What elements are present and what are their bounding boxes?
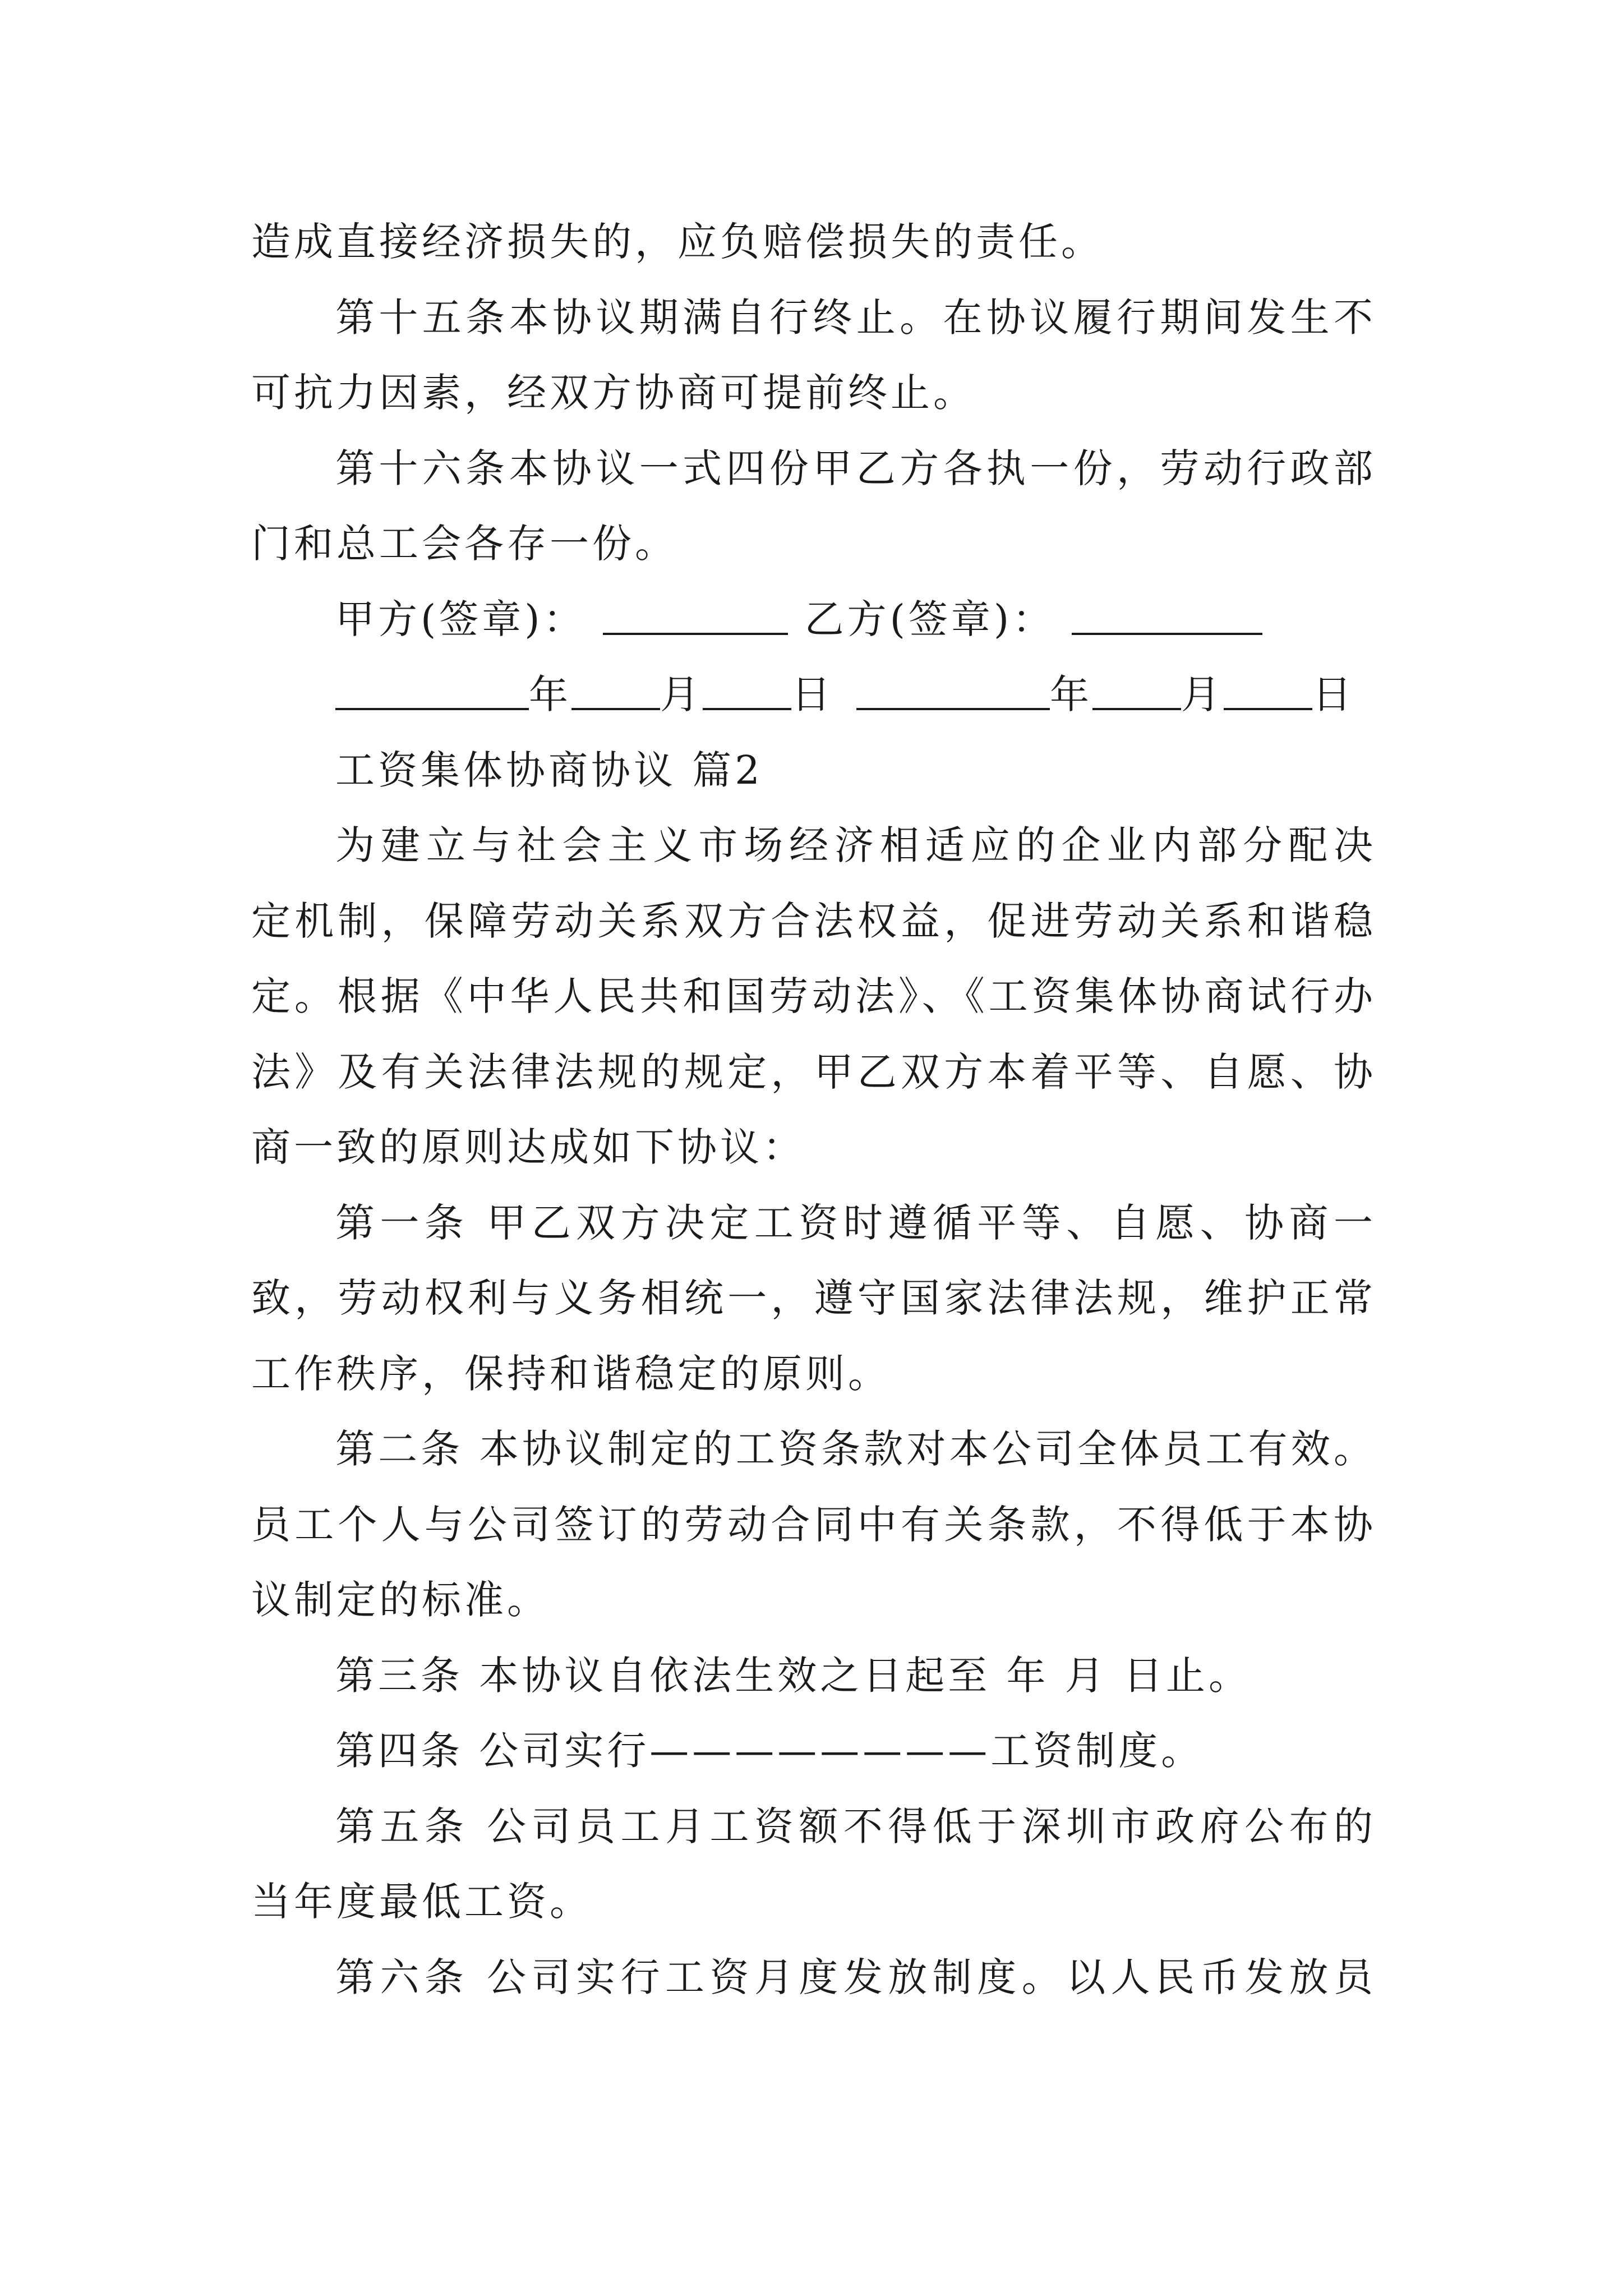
text-line: 当年度最低工资。: [251, 1879, 592, 1925]
text-line: 定。根据《中华人民共和国劳动法》、《工资集体协商试行办: [251, 973, 1376, 1019]
section-title: 工资集体协商协议 篇2: [335, 747, 763, 793]
party-a-month-blank: [571, 666, 660, 710]
party-b-year-blank: [856, 666, 1050, 710]
party-a-signature-blank: [603, 591, 788, 635]
text-line: 第十六条本协议一式四份甲乙方各执一份，劳动行政部: [335, 445, 1376, 491]
text-line: 第三条 本协议自依法生效之日起至 年 月 日止。: [335, 1653, 1252, 1699]
text-line: 门和总工会各存一份。: [251, 521, 677, 567]
text-line: 第一条 甲乙双方决定工资时遵循平等、自愿、协商一: [335, 1200, 1376, 1246]
party-a-signature-label: 甲方(签章)：: [335, 596, 586, 642]
text-line: 第二条 本协议制定的工资条款对本公司全体员工有效。: [335, 1426, 1376, 1472]
text-line: 第五条 公司员工月工资额不得低于深圳市政府公布的: [335, 1803, 1376, 1849]
party-b-signature-blank: [1072, 591, 1262, 635]
party-b-year-label: 年: [1050, 671, 1092, 717]
party-a-year-label: 年: [529, 671, 571, 717]
party-b-month-blank: [1092, 666, 1181, 710]
party-b-day-label: 日: [1312, 671, 1355, 717]
signature-line: [335, 591, 1262, 647]
text-line: 第十五条本协议期满自行终止。在协议履行期间发生不: [335, 295, 1376, 341]
party-a-month-label: 月: [660, 671, 703, 717]
text-line: 造成直接经济损失的，应负赔偿损失的责任。: [251, 219, 1104, 265]
party-b-month-label: 月: [1181, 671, 1224, 717]
party-a-day-blank: [703, 666, 791, 710]
text-line: 商一致的原则达成如下协议：: [251, 1124, 805, 1170]
text-line: 工作秩序，保持和谐稳定的原则。: [251, 1351, 891, 1397]
text-line: 员工个人与公司签订的劳动合同中有关条款，不得低于本协: [251, 1502, 1376, 1548]
text-line: 可抗力因素，经双方协商可提前终止。: [251, 370, 976, 416]
party-b-signature-label: 乙方(签章)：: [804, 596, 1055, 642]
party-a-year-blank: [335, 666, 529, 710]
text-line: 为建立与社会主义市场经济相适应的企业内部分配决: [335, 822, 1376, 868]
date-line: [335, 666, 1355, 723]
text-line: 第四条 公司实行————————工资制度。: [335, 1728, 1204, 1774]
party-b-day-blank: [1224, 666, 1312, 710]
party-a-day-label: 日: [791, 671, 834, 717]
text-line: 议制定的标准。: [251, 1577, 550, 1623]
text-line: 第六条 公司实行工资月度发放制度。以人民币发放员: [335, 1954, 1376, 2000]
text-line: 致，劳动权利与义务相统一，遵守国家法律法规，维护正常: [251, 1275, 1376, 1321]
text-line: 定机制，保障劳动关系双方合法权益，促进劳动关系和谐稳: [251, 898, 1376, 944]
text-line: 法》及有关法律法规的规定，甲乙双方本着平等、自愿、协: [251, 1049, 1376, 1095]
